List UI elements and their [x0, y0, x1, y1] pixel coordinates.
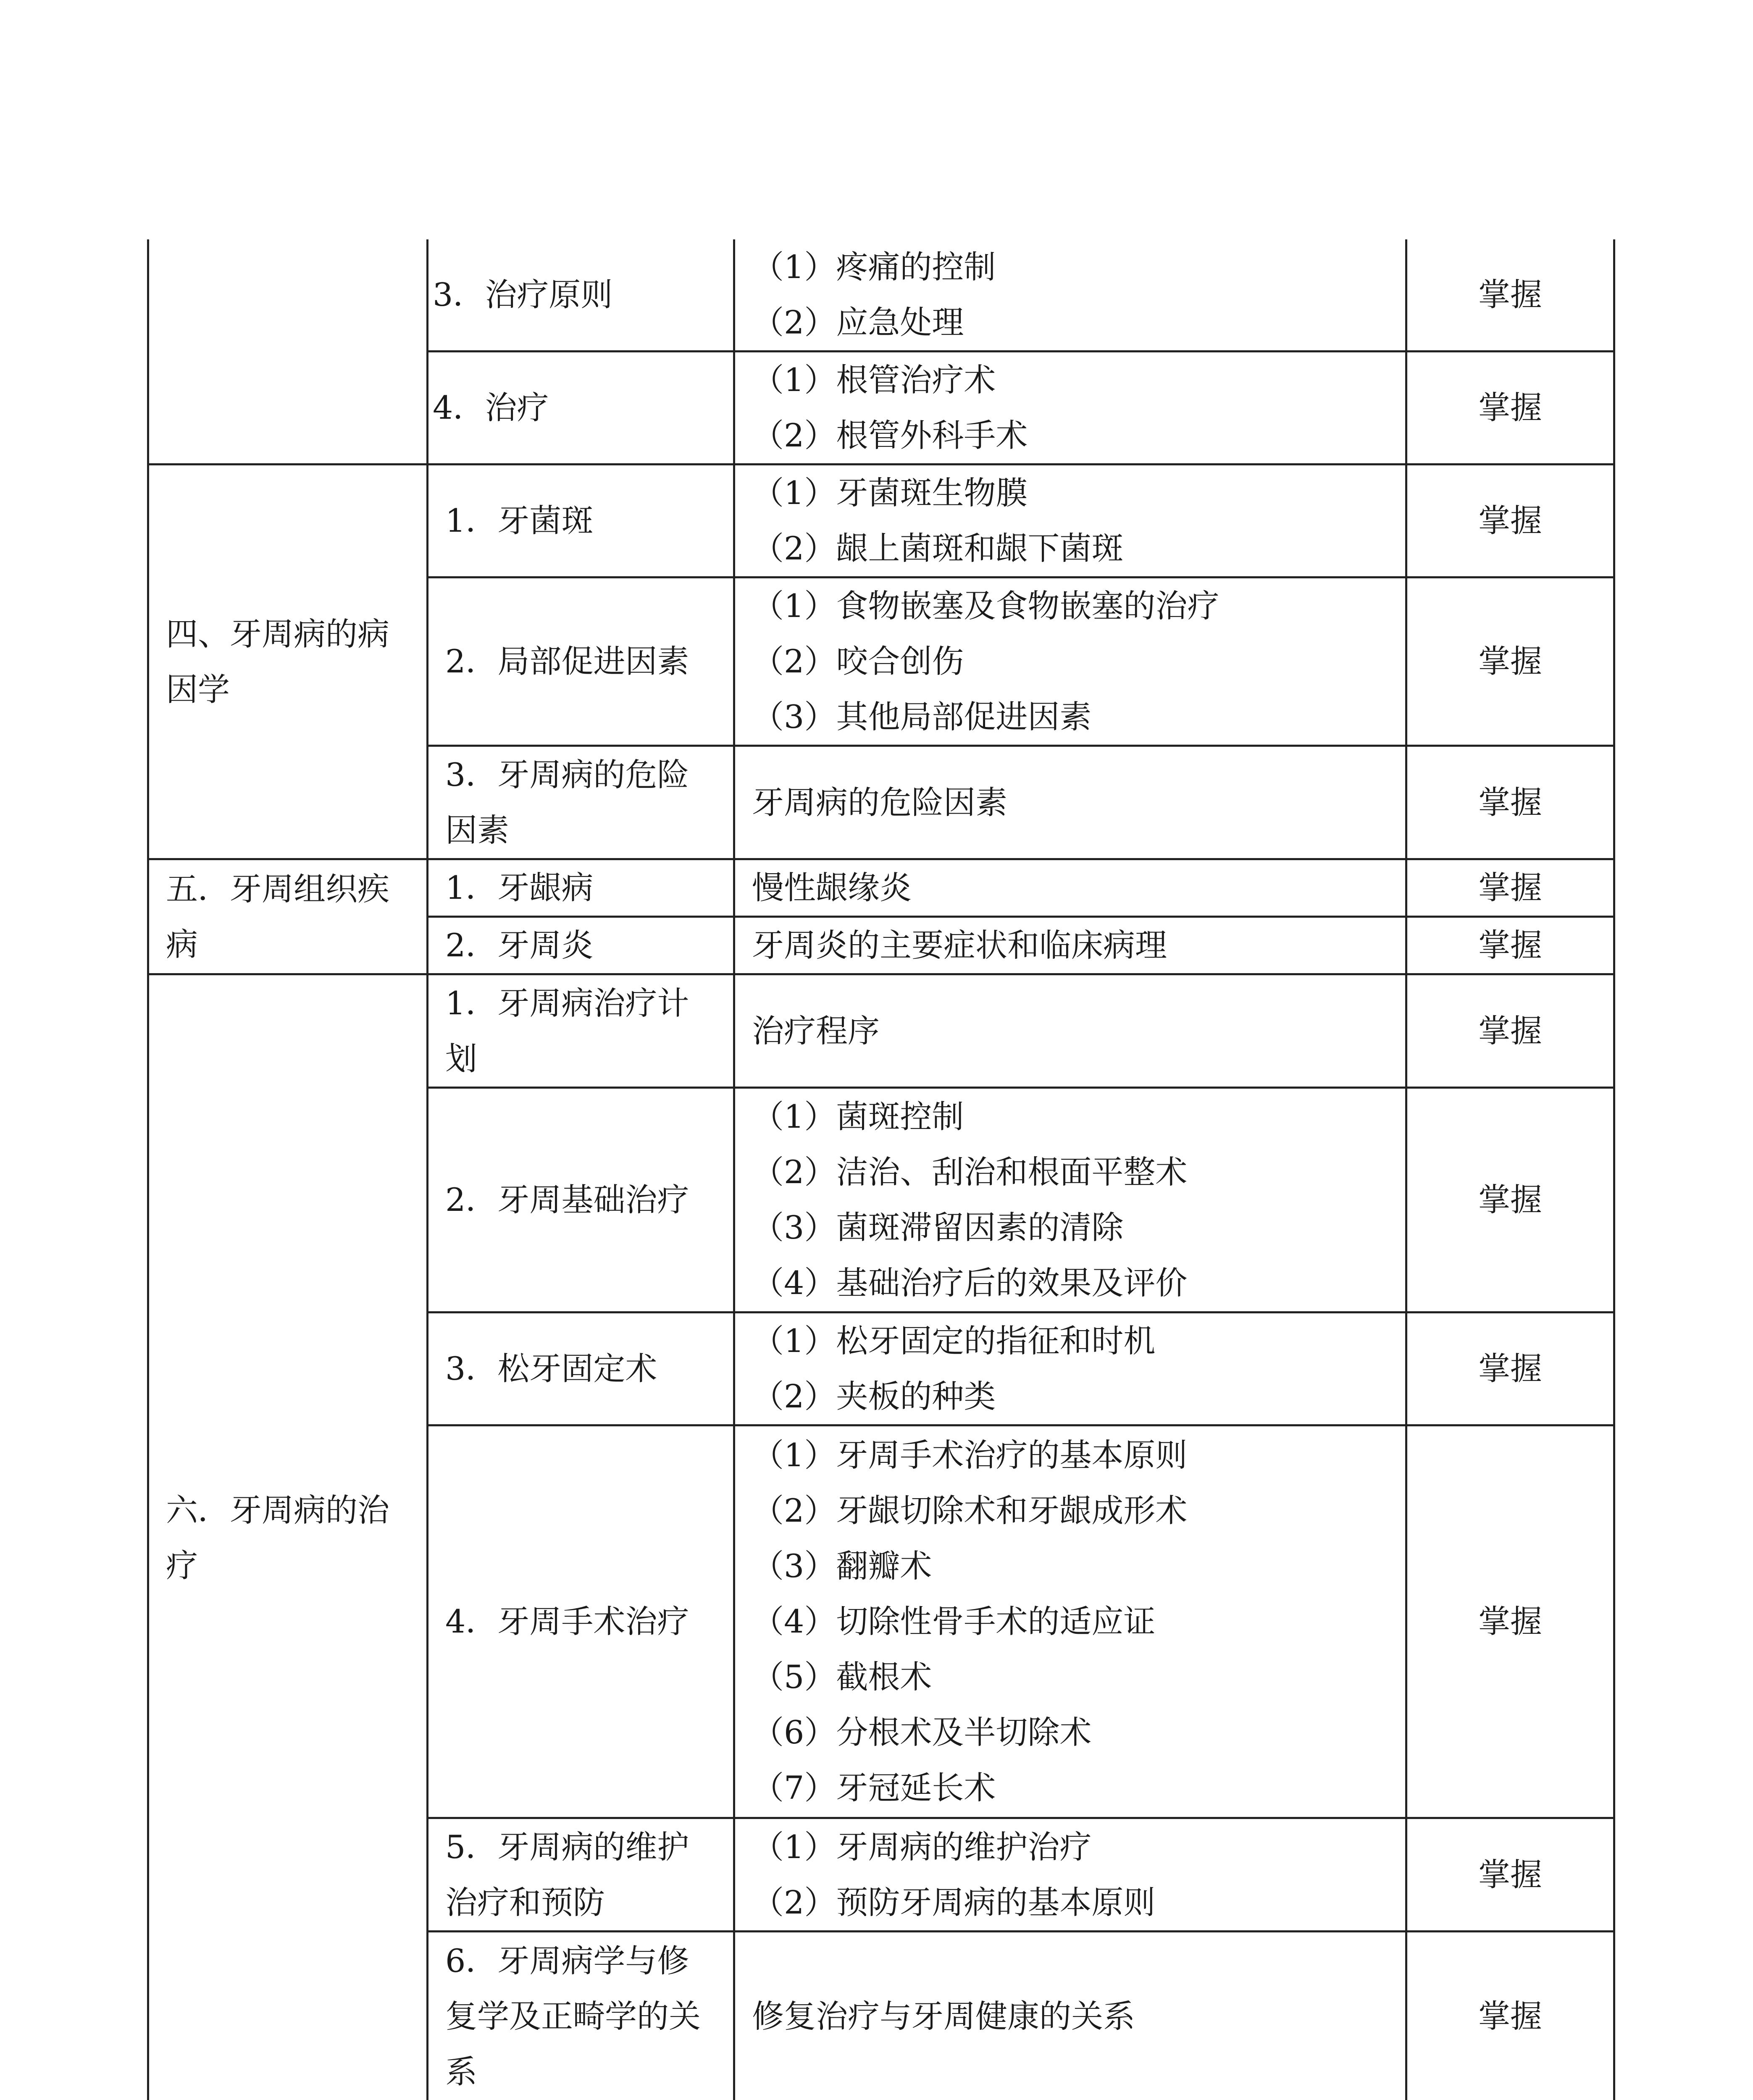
content-cell: 慢性龈缘炎 — [734, 859, 1406, 917]
unit-cell: 2．局部促进因素 — [428, 578, 734, 746]
requirement-cell: 掌握 — [1406, 917, 1614, 974]
unit-cell: 3．松牙固定术 — [428, 1312, 734, 1425]
unit-cell: 4．治疗 — [428, 352, 734, 465]
unit-cell: 2．牙周炎 — [428, 917, 734, 974]
requirement-cell: 掌握 — [1406, 859, 1614, 917]
content-cell: （1）疼痛的控制 （2）应急处理 — [734, 239, 1406, 352]
requirement-cell: 掌握 — [1406, 465, 1614, 578]
content-cell: （1）牙周手术治疗的基本原则 （2）牙龈切除术和牙龈成形术 （3）翻瓣术 （4）切除性骨手术的适应证 （5）截根术 （6）分根术及半切除术 （7）牙冠延长术 — [734, 1425, 1406, 1818]
unit-cell: 1．牙龈病 — [428, 859, 734, 917]
unit-cell: 3．牙周病的危险因素 — [428, 746, 734, 859]
section-cell — [148, 239, 428, 465]
content-cell: 修复治疗与牙周健康的关系 — [734, 1932, 1406, 2100]
content-cell: 治疗程序 — [734, 974, 1406, 1088]
unit-cell: 5．牙周病的维护治疗和预防 — [428, 1818, 734, 1932]
syllabus-table — [147, 239, 1615, 2100]
section-cell: 六．牙周病的治疗 — [148, 974, 428, 2100]
requirement-cell: 掌握 — [1406, 974, 1614, 1088]
unit-cell: 6．牙周病学与修复学及正畸学的关系 — [428, 1932, 734, 2100]
content-cell: （1）松牙固定的指征和时机 （2）夹板的种类 — [734, 1312, 1406, 1425]
table-row — [148, 239, 1614, 352]
section-cell: 五．牙周组织疾病 — [148, 859, 428, 974]
requirement-cell: 掌握 — [1406, 1088, 1614, 1312]
table-row — [148, 465, 1614, 578]
requirement-cell: 掌握 — [1406, 578, 1614, 746]
unit-cell: 2．牙周基础治疗 — [428, 1088, 734, 1312]
content-cell: 牙周病的危险因素 — [734, 746, 1406, 859]
content-cell: （1）牙周病的维护治疗 （2）预防牙周病的基本原则 — [734, 1818, 1406, 1932]
content-cell: （1）菌斑控制 （2）洁治、刮治和根面平整术 （3）菌斑滞留因素的清除 （4）基础治疗后的效果及评价 — [734, 1088, 1406, 1312]
requirement-cell: 掌握 — [1406, 1932, 1614, 2100]
content-cell: （1）根管治疗术 （2）根管外科手术 — [734, 352, 1406, 465]
requirement-cell: 掌握 — [1406, 1425, 1614, 1818]
requirement-cell: 掌握 — [1406, 352, 1614, 465]
table-row — [148, 974, 1614, 1088]
unit-cell: 1．牙周病治疗计划 — [428, 974, 734, 1088]
content-cell: （1）食物嵌塞及食物嵌塞的治疗 （2）咬合创伤 （3）其他局部促进因素 — [734, 578, 1406, 746]
unit-cell: 4．牙周手术治疗 — [428, 1425, 734, 1818]
requirement-cell: 掌握 — [1406, 746, 1614, 859]
table-row — [148, 859, 1614, 917]
content-cell: 牙周炎的主要症状和临床病理 — [734, 917, 1406, 974]
requirement-cell: 掌握 — [1406, 1818, 1614, 1932]
content-cell: （1）牙菌斑生物膜 （2）龈上菌斑和龈下菌斑 — [734, 465, 1406, 578]
unit-cell: 3．治疗原则 — [428, 239, 734, 352]
requirement-cell: 掌握 — [1406, 1312, 1614, 1425]
section-cell: 四、牙周病的病因学 — [148, 465, 428, 859]
unit-cell: 1．牙菌斑 — [428, 465, 734, 578]
requirement-cell: 掌握 — [1406, 239, 1614, 352]
